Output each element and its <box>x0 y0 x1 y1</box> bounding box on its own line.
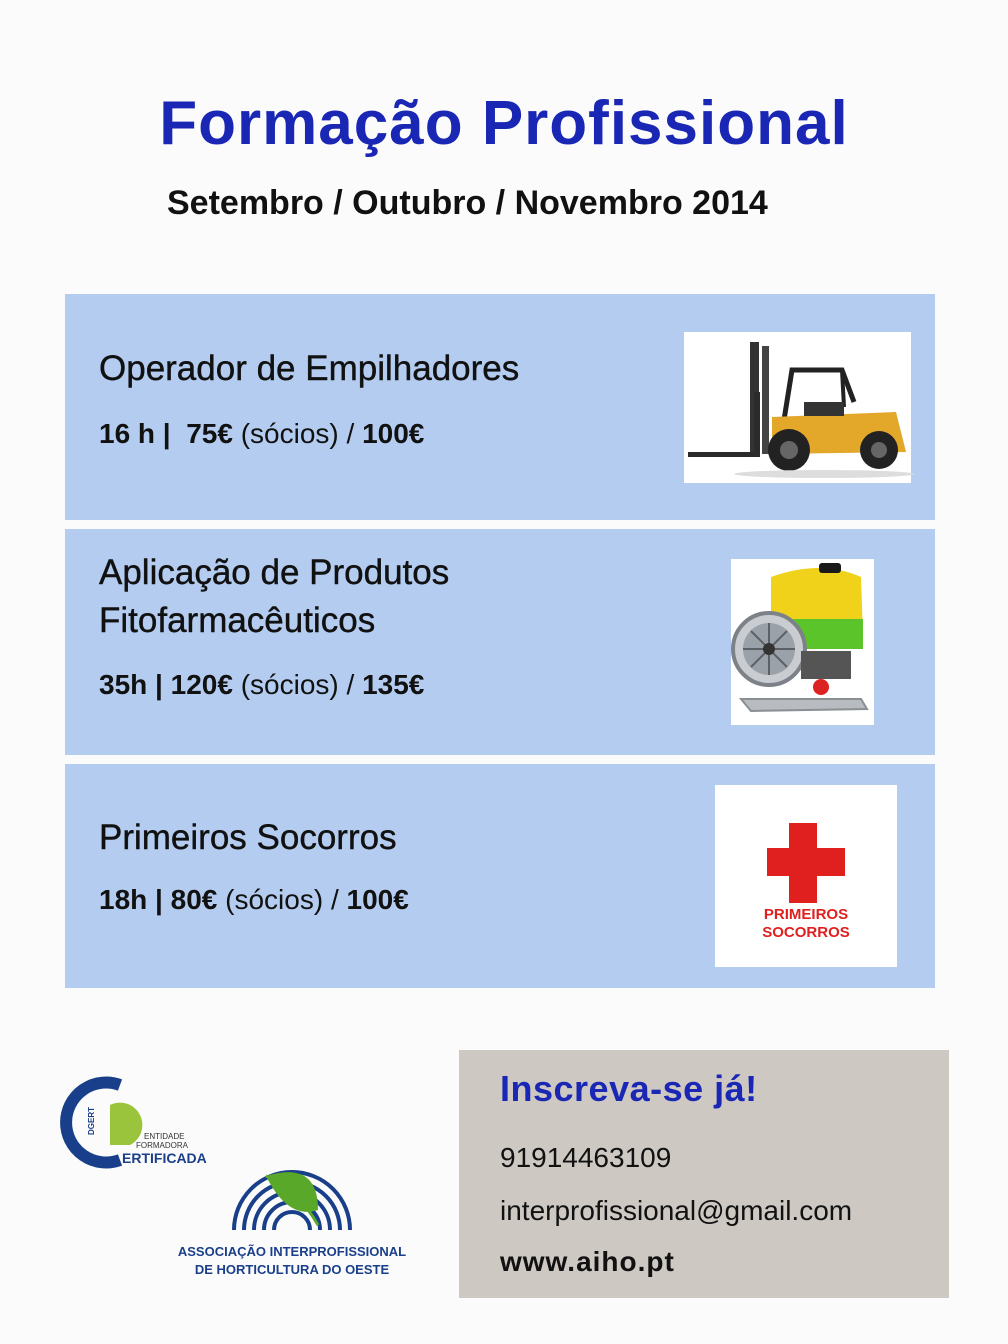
email-link[interactable]: interprofissional@gmail.com <box>500 1195 853 1226</box>
forklift-image <box>684 332 911 483</box>
aiho-logo <box>168 1120 416 1280</box>
red-cross-image <box>715 785 897 967</box>
phone-number[interactable]: 91914463109 <box>500 1142 672 1173</box>
course-hours: 35h | <box>99 669 163 700</box>
course-card-phytopharmaceuticals <box>65 529 935 755</box>
course-card-first-aid <box>65 764 935 988</box>
dgert-line2: FORMADORA <box>136 1141 188 1150</box>
course-info <box>99 669 424 701</box>
dgert-label: DGERT <box>87 1107 96 1135</box>
red-cross-text-line2: SOCORROS <box>762 924 850 941</box>
contact-box <box>459 1050 949 1298</box>
course-members-label: (sócios) / <box>240 669 355 700</box>
course-name: Operador de Empilhadores <box>99 349 520 388</box>
course-price-members: 80€ <box>170 884 218 915</box>
course-members-label: (sócios) / <box>225 884 339 915</box>
course-members-label: (sócios) / <box>240 418 355 449</box>
website-link[interactable]: www.aiho.pt <box>500 1246 675 1277</box>
page-subtitle: Setembro / Outubro / Novembro 2014 <box>167 184 768 222</box>
course-price-members: 120€ <box>170 669 233 700</box>
sprayer-image <box>731 559 874 725</box>
course-name-line1: Aplicação de Produtos <box>99 553 450 592</box>
course-name-line2: Fitofarmacêuticos <box>99 601 376 640</box>
course-info <box>99 418 424 450</box>
course-info <box>99 884 409 916</box>
red-cross-text-line1: PRIMEIROS <box>763 906 849 923</box>
course-price: 100€ <box>346 884 409 915</box>
page-title: Formação Profissional <box>159 89 849 158</box>
course-hours: 18h | <box>99 884 163 915</box>
course-hours: 16 h | <box>99 418 171 449</box>
dgert-line3: ERTIFICADA <box>122 1150 207 1166</box>
course-price: 135€ <box>362 669 425 700</box>
course-price-members: 75€ <box>186 418 233 449</box>
course-name: Primeiros Socorros <box>99 818 397 857</box>
dgert-line1: ENTIDADE <box>144 1132 185 1141</box>
signup-call-to-action: Inscreva-se já! <box>500 1068 758 1109</box>
course-card-forklift <box>65 294 935 520</box>
aiho-line2: DE HORTICULTURA DO OESTE <box>194 1262 390 1277</box>
course-price: 100€ <box>362 418 425 449</box>
aiho-line1: ASSOCIAÇÃO INTERPROFISSIONAL <box>177 1244 407 1259</box>
